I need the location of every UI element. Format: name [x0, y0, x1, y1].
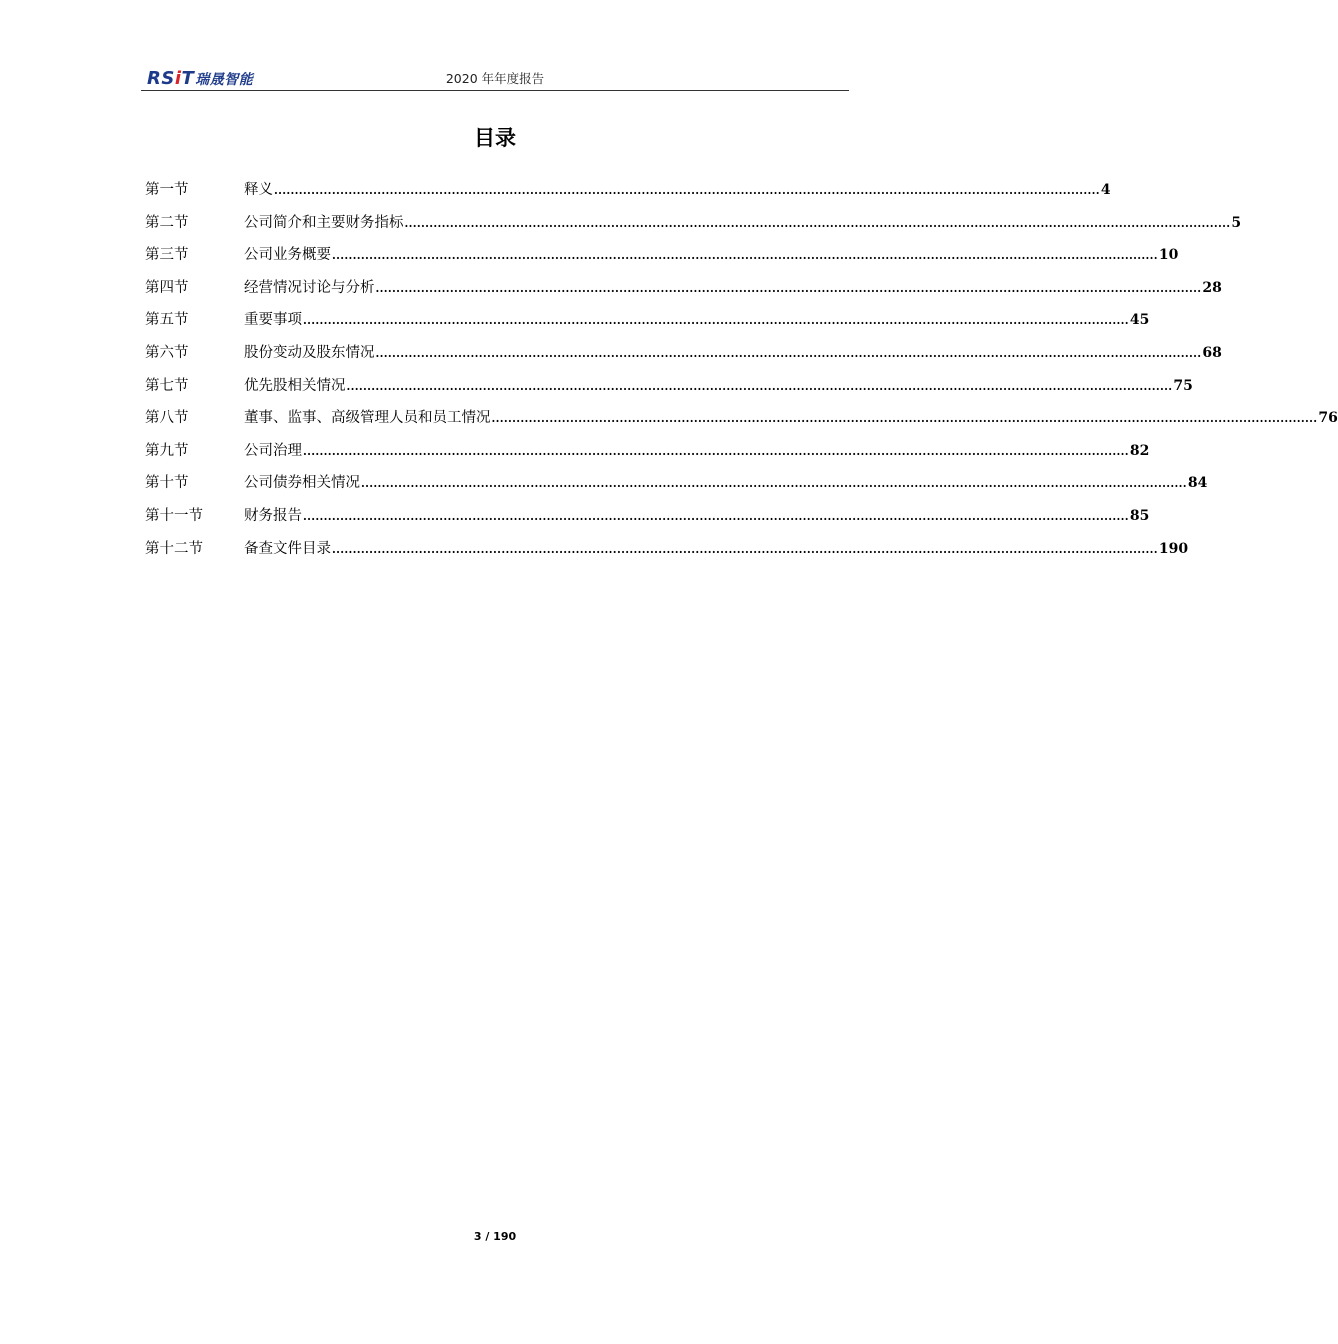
toc-section-number: 第二节 — [145, 214, 189, 231]
page-header — [141, 60, 849, 91]
report-title: 2020 年年度报告 — [445, 71, 545, 86]
table-of-contents — [145, 178, 1338, 569]
toc-section-title: 释义 — [244, 182, 273, 198]
toc-section-title: 股份变动及股东情况 — [244, 344, 375, 361]
toc-entry[interactable] — [145, 276, 1222, 309]
toc-page-number: 190 — [1158, 540, 1189, 557]
page-number: 3 / 190 — [473, 1230, 517, 1243]
toc-dot-leader: ........................................................................................................................................................................................................ — [332, 542, 1158, 556]
toc-page-number: 82 — [1129, 442, 1150, 459]
toc-entry[interactable] — [145, 308, 1150, 341]
toc-section-title: 公司治理 — [244, 442, 302, 459]
toc-section-number: 第六节 — [145, 344, 189, 361]
toc-dot-leader: ........................................................................................................................................................................................................ — [303, 314, 1129, 328]
toc-page-number: 84 — [1187, 475, 1208, 492]
logo-latin-part: T — [181, 68, 195, 89]
toc-dot-leader: ........................................................................................................................................................................................................ — [404, 216, 1231, 230]
toc-section-title: 公司业务概要 — [244, 247, 331, 264]
toc-page-number: 10 — [1158, 247, 1179, 264]
toc-section-title: 公司简介和主要财务指标 — [244, 214, 404, 231]
toc-section-number: 第十二节 — [145, 540, 203, 557]
toc-section-title: 董事、监事、高级管理人员和员工情况 — [244, 410, 491, 427]
toc-dot-leader: ........................................................................................................................................................................................................ — [491, 412, 1318, 426]
toc-section-title: 重要事项 — [244, 312, 302, 329]
logo-latin-part: RS — [147, 68, 175, 89]
toc-section-number: 第十节 — [145, 475, 189, 492]
toc-entry[interactable] — [145, 178, 1111, 211]
toc-entry[interactable] — [145, 406, 1338, 439]
toc-entry[interactable] — [145, 537, 1189, 570]
toc-entry[interactable] — [145, 341, 1222, 374]
toc-section-title: 经营情况讨论与分析 — [244, 279, 375, 296]
toc-dot-leader: ........................................................................................................................................................................................................ — [332, 249, 1158, 263]
toc-dot-leader: ........................................................................................................................................................................................................ — [346, 379, 1173, 393]
logo-latin-accent: i — [174, 68, 182, 89]
toc-section-number: 第九节 — [145, 442, 189, 459]
toc-section-number: 第五节 — [145, 312, 189, 329]
toc-section-number: 第三节 — [145, 247, 189, 264]
toc-section-number: 第七节 — [145, 377, 189, 394]
toc-section-number: 第一节 — [145, 182, 189, 198]
toc-section-title: 备查文件目录 — [244, 540, 331, 557]
toc-entry[interactable] — [145, 374, 1193, 407]
toc-dot-leader: ........................................................................................................................................................................................................ — [303, 509, 1129, 523]
toc-dot-leader: ........................................................................................................................................................................................................ — [274, 184, 1100, 197]
toc-page-number: 4 — [1100, 182, 1111, 198]
toc-page-number: 68 — [1202, 344, 1222, 361]
toc-section-number: 第四节 — [145, 279, 189, 296]
toc-entry[interactable] — [145, 211, 1242, 244]
toc-section-number: 第十一节 — [145, 507, 203, 524]
toc-page-number: 28 — [1202, 279, 1222, 296]
toc-section-title: 公司债券相关情况 — [244, 475, 360, 492]
toc-dot-leader: ........................................................................................................................................................................................................ — [375, 346, 1202, 360]
toc-dot-leader: ........................................................................................................................................................................................................ — [303, 444, 1129, 458]
toc-section-number: 第八节 — [145, 410, 189, 427]
toc-page-number: 85 — [1129, 507, 1150, 524]
toc-dot-leader: ........................................................................................................................................................................................................ — [361, 477, 1187, 491]
toc-entry[interactable] — [145, 504, 1150, 537]
toc-dot-leader: ........................................................................................................................................................................................................ — [375, 281, 1202, 295]
toc-page-number: 45 — [1129, 312, 1150, 329]
toc-entry[interactable] — [145, 243, 1179, 276]
toc-page-number: 76 — [1318, 410, 1338, 427]
toc-title: 目录 — [474, 126, 516, 150]
toc-entry[interactable] — [145, 471, 1208, 504]
toc-page-number: 75 — [1173, 377, 1193, 394]
logo-chinese-name: 瑞晟智能 — [195, 72, 254, 88]
toc-page-number: 5 — [1231, 214, 1242, 231]
toc-section-title: 财务报告 — [244, 507, 302, 524]
toc-entry[interactable] — [145, 439, 1150, 472]
toc-section-title: 优先股相关情况 — [244, 377, 346, 394]
